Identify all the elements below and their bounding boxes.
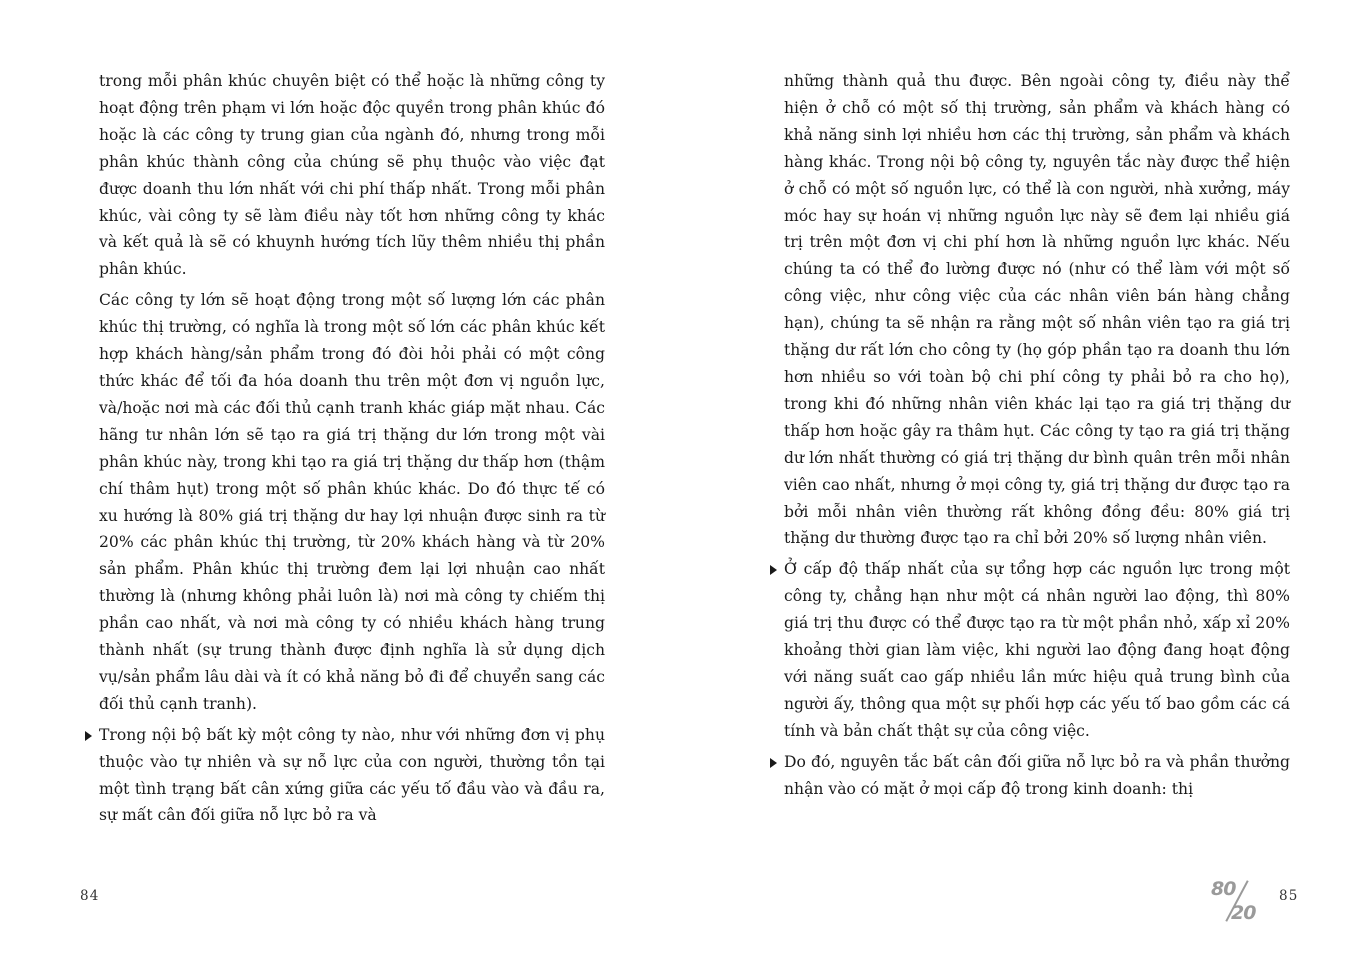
- paragraph-text: Ở cấp độ thấp nhất của sự tổng hợp các nguồn lực trong một công ty, chẳng hạn như một cá nhân người lao động, thì 80% giá trị thu được có thể được tạo ra từ một phần nhỏ, xấp xỉ 20% khoảng thời gian làm việc, khi người lao động đang hoạt động với năng suất cao gấp nhiều lần mức hiệu quả trung bình của người ấy, thông qua một sự phối hợp các yếu tố bao gồm các cá tính và bản chất thật sự của công việc.: [784, 560, 1290, 740]
- paragraph: Các công ty lớn sẽ hoạt động trong một số lượng lớn các phân khúc thị trường, có nghĩa là trong một số lớn các phân khúc kết hợp khách hàng/sản phẩm trong đó đòi hỏi phải có một công thức khác để tối đa hóa doanh thu trên một đơn vị nguồn lực, và/hoặc nơi mà các đối thủ cạnh tranh khác giáp mặt nhau. Các hãng tư nhân lớn sẽ tạo ra giá trị thặng dư lớn trong một vài phân khúc này, trong khi tạo ra giá trị thặng dư thấp hơn (thậm chí thâm hụt) trong một số phân khúc khác. Do đó thực tế có xu hướng là 80% giá trị thặng dư hay lợi nhuận được sinh ra từ 20% các phân khúc thị trường, từ 20% khách hàng và từ 20% sản phẩm. Phân khúc thị trường đem lại lợi nhuận cao nhất thường là (nhưng không phải luôn là) nơi mà công ty chiếm thị phần cao nhất, và nơi mà công ty có nhiều khách hàng trung thành nhất (sự trung thành được định nghĩa là sử dụng dịch vụ/sản phẩm lâu dài và ít có khả năng bỏ đi để chuyển sang các đối thủ cạnh tranh).: [99, 291, 605, 713]
- logo-bottom-number: 20: [1231, 902, 1256, 924]
- paragraph-text: Do đó, nguyên tắc bất cân đối giữa nỗ lực bỏ ra và phần thưởng nhận vào có mặt ở mọi cấp độ trong kinh doanh: thị: [784, 752, 1290, 798]
- bullet-paragraph: [784, 556, 1290, 744]
- book-logo: [1209, 876, 1265, 926]
- paragraph: trong mỗi phân khúc chuyên biệt có thể hoặc là những công ty hoạt động trên phạm vi lớn hoặc độc quyền trong phân khúc đó hoặc là các công ty trung gian của ngành đó, nhưng trong mỗi phân khúc thành công của chúng sẽ phụ thuộc vào việc đạt được doanh thu lớn nhất với chi phí thấp nhất. Trong mỗi phân khúc, vài công ty sẽ làm điều này tốt hơn những công ty khác và kết quả là sẽ có khuynh hướng tích lũy thêm nhiều thị phần phân khúc.: [99, 72, 605, 279]
- paragraph: những thành quả thu được. Bên ngoài công ty, điều này thể hiện ở chỗ có một số thị trường, sản phẩm và khách hàng có khả năng sinh lợi nhiều hơn các thị trường, sản phẩm và khách hàng khác. Trong nội bộ công ty, nguyên tắc này được thể hiện ở chỗ có một số nguồn lực, có thể là con người, nhà xưởng, máy móc hay sự hoán vị những nguồn lực này sẽ đem lại nhiều giá trị trên một đơn vị chi phí hơn là những nguồn lực khác. Nếu chúng ta có thể đo lường được nó (như có thể làm với một số công việc, như công việc của các nhân viên bán hàng chẳng hạn), chúng ta sẽ nhận ra rằng một số nhân viên tạo ra giá trị thặng dư rất lớn cho công ty (họ góp phần tạo ra doanh thu lớn hơn nhiều so với toàn bộ chi phí công ty phải bỏ ra cho họ), trong khi đó những nhân viên khác lại tạo ra giá trị thặng dư thấp hơn hoặc gây ra thâm hụt. Các công ty tạo ra giá trị thặng dư lớn nhất thường có giá trị thặng dư bình quân trên mỗi nhân viên cao nhất, nhưng ở mọi công ty, giá trị thặng dư được tạo ra bởi mỗi nhân viên thường rất không đồng đều: 80% giá trị thặng dư thường được tạo ra chỉ bởi 20% số lượng nhân viên.: [784, 72, 1290, 548]
- right-page: [685, 0, 1370, 969]
- left-text-column: [99, 68, 605, 833]
- bullet-paragraph: [99, 722, 605, 830]
- triangle-bullet-icon: [770, 565, 777, 575]
- paragraph-text: Trong nội bộ bất kỳ một công ty nào, như với những đơn vị phụ thuộc vào tự nhiên và sự nỗ lực của con người, thường tồn tại một tình trạng bất cân xứng giữa các yếu tố đầu vào và đầu ra, sự mất cân đối giữa nỗ lực bỏ ra và: [99, 725, 605, 825]
- logo-top-number: 80: [1211, 878, 1236, 900]
- page-number: 85: [1279, 888, 1299, 904]
- right-text-column: [784, 68, 1290, 806]
- triangle-bullet-icon: [770, 758, 777, 768]
- triangle-bullet-icon: [85, 731, 92, 741]
- page-number: 84: [80, 888, 100, 904]
- bullet-paragraph: [784, 749, 1290, 803]
